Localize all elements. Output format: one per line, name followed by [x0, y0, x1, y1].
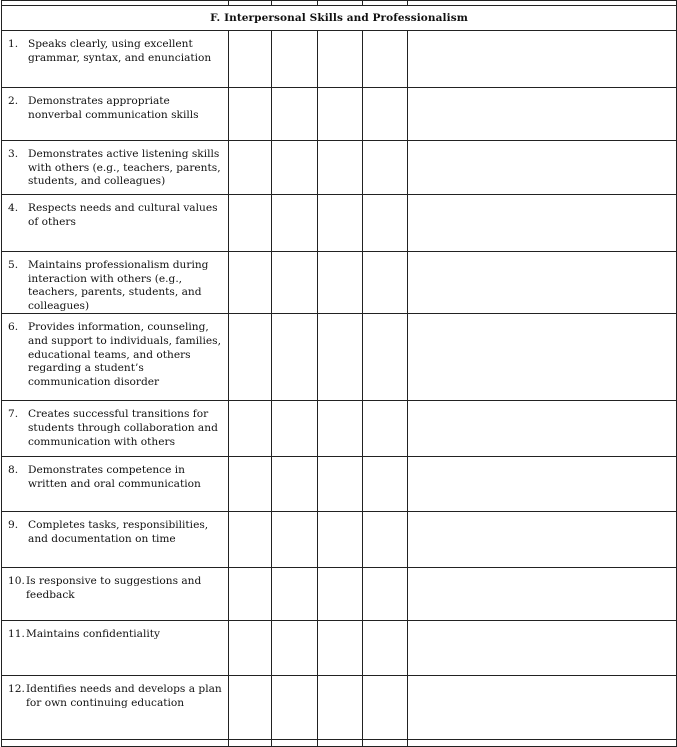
- rating-cell-2[interactable]: [272, 195, 318, 252]
- item-text: Speaks clearly, using excellent grammar, syntax, and enunciation: [28, 38, 212, 64]
- item-cell: [2, 568, 229, 621]
- table-row: [2, 457, 677, 512]
- item-text: Demonstrates appropriate nonverbal communication skills: [28, 95, 199, 121]
- rating-cell-1[interactable]: [229, 252, 272, 314]
- rating-cell-3[interactable]: [318, 676, 363, 740]
- item-number: 1.: [8, 38, 19, 50]
- rating-cell-3[interactable]: [318, 88, 363, 141]
- comments-cell[interactable]: [408, 676, 677, 740]
- rating-cell-1[interactable]: [229, 401, 272, 457]
- item-text: Respects needs and cultural values of others: [28, 202, 218, 228]
- rating-cell-2[interactable]: [272, 314, 318, 401]
- rating-cell-4[interactable]: [363, 88, 408, 141]
- comments-cell[interactable]: [408, 141, 677, 195]
- rating-cell-1[interactable]: [229, 195, 272, 252]
- rating-cell-1[interactable]: [229, 88, 272, 141]
- rating-cell-1[interactable]: [229, 31, 272, 88]
- rating-cell-3[interactable]: [318, 141, 363, 195]
- item-text: Is responsive to suggestions and feedback: [26, 575, 202, 601]
- item-cell: [2, 88, 229, 141]
- comments-cell[interactable]: [408, 314, 677, 401]
- item-number: 10.: [8, 575, 25, 588]
- table-row: [2, 676, 677, 740]
- rating-cell-4[interactable]: [363, 512, 408, 568]
- comments-cell[interactable]: [408, 401, 677, 457]
- item-number: 9.: [8, 519, 19, 532]
- rating-cell-4[interactable]: [363, 195, 408, 252]
- table-row: [2, 141, 677, 195]
- item-number: 2.: [8, 95, 19, 107]
- rating-cell-2[interactable]: [272, 88, 318, 141]
- item-number: 7.: [8, 408, 19, 421]
- table-row: [2, 314, 677, 401]
- item-number: 8.: [8, 464, 19, 477]
- rating-cell-1[interactable]: [229, 512, 272, 568]
- rating-cell-2[interactable]: [272, 568, 318, 621]
- comments-cell[interactable]: [408, 195, 677, 252]
- comments-cell[interactable]: [408, 88, 677, 141]
- rating-cell-1[interactable]: [229, 676, 272, 740]
- rating-cell-3[interactable]: [318, 621, 363, 676]
- rating-cell-2[interactable]: [272, 401, 318, 457]
- rating-cell-3[interactable]: [318, 401, 363, 457]
- item-cell: [2, 31, 229, 88]
- item-text: Demonstrates competence in written and oral communication: [28, 464, 201, 490]
- table-row: [2, 31, 677, 88]
- item-text: Maintains professionalism during interaction with others (e.g., teachers, parents, students, and colleagues): [28, 259, 209, 312]
- rating-cell-2[interactable]: [272, 31, 318, 88]
- rating-cell-2[interactable]: [272, 252, 318, 314]
- item-number: 6.: [8, 321, 19, 334]
- item-number: 4.: [8, 202, 19, 214]
- rating-cell-4[interactable]: [363, 141, 408, 195]
- rating-cell-2[interactable]: [272, 457, 318, 512]
- table-row: [2, 568, 677, 621]
- rating-cell-3[interactable]: [318, 31, 363, 88]
- item-cell: [2, 314, 229, 401]
- rating-cell-3[interactable]: [318, 568, 363, 621]
- table-bottom-strip: [2, 740, 677, 747]
- item-cell: [2, 401, 229, 457]
- item-text: Identifies needs and develops a plan for own continuing education: [26, 683, 222, 709]
- rating-cell-4[interactable]: [363, 457, 408, 512]
- item-cell: [2, 195, 229, 252]
- rating-cell-3[interactable]: [318, 314, 363, 401]
- comments-cell[interactable]: [408, 512, 677, 568]
- item-cell: [2, 676, 229, 740]
- table-row: [2, 512, 677, 568]
- table-row: [2, 88, 677, 141]
- item-number: 3.: [8, 148, 19, 160]
- rating-cell-1[interactable]: [229, 621, 272, 676]
- item-cell: [2, 512, 229, 568]
- rating-cell-2[interactable]: [272, 676, 318, 740]
- rating-cell-4[interactable]: [363, 676, 408, 740]
- item-cell: [2, 621, 229, 676]
- table-row: [2, 195, 677, 252]
- comments-cell[interactable]: [408, 252, 677, 314]
- rating-cell-3[interactable]: [318, 252, 363, 314]
- item-number: 11.: [8, 628, 25, 641]
- item-text: Demonstrates active listening skills with others (e.g., teachers, parents, students, and colleagues): [28, 148, 221, 188]
- item-cell: [2, 457, 229, 512]
- table-row: [2, 401, 677, 457]
- rating-cell-2[interactable]: [272, 621, 318, 676]
- rating-cell-3[interactable]: [318, 512, 363, 568]
- section-header-row: [2, 6, 677, 31]
- rating-cell-3[interactable]: [318, 195, 363, 252]
- item-text: Maintains confidentiality: [26, 628, 161, 641]
- table-row: [2, 621, 677, 676]
- rating-cell-4[interactable]: [363, 568, 408, 621]
- item-number: 12.: [8, 683, 25, 696]
- item-text: Completes tasks, responsibilities, and documentation on time: [28, 519, 209, 545]
- rating-cell-3[interactable]: [318, 457, 363, 512]
- item-cell: [2, 252, 229, 314]
- rating-cell-4[interactable]: [363, 314, 408, 401]
- comments-cell[interactable]: [408, 568, 677, 621]
- skills-table: [1, 0, 677, 747]
- item-number: 5.: [8, 259, 19, 271]
- rating-cell-2[interactable]: [272, 141, 318, 195]
- rating-cell-4[interactable]: [363, 621, 408, 676]
- rating-cell-2[interactable]: [272, 512, 318, 568]
- comments-cell[interactable]: [408, 31, 677, 88]
- rating-cell-4[interactable]: [363, 31, 408, 88]
- rating-cell-1[interactable]: [229, 457, 272, 512]
- rating-cell-1[interactable]: [229, 141, 272, 195]
- table-row: [2, 252, 677, 314]
- section-title: F. Interpersonal Skills and Professionalism: [2, 6, 677, 31]
- rating-cell-4[interactable]: [363, 252, 408, 314]
- comments-cell[interactable]: [408, 621, 677, 676]
- item-cell: [2, 141, 229, 195]
- comments-cell[interactable]: [408, 457, 677, 512]
- rating-cell-1[interactable]: [229, 314, 272, 401]
- rating-cell-1[interactable]: [229, 568, 272, 621]
- item-text: Creates successful transitions for students through collaboration and communication with others: [28, 408, 218, 448]
- rating-cell-4[interactable]: [363, 401, 408, 457]
- item-text: Provides information, counseling, and support to individuals, families, educational teams, and others regarding a student’s communication disorder: [28, 321, 221, 388]
